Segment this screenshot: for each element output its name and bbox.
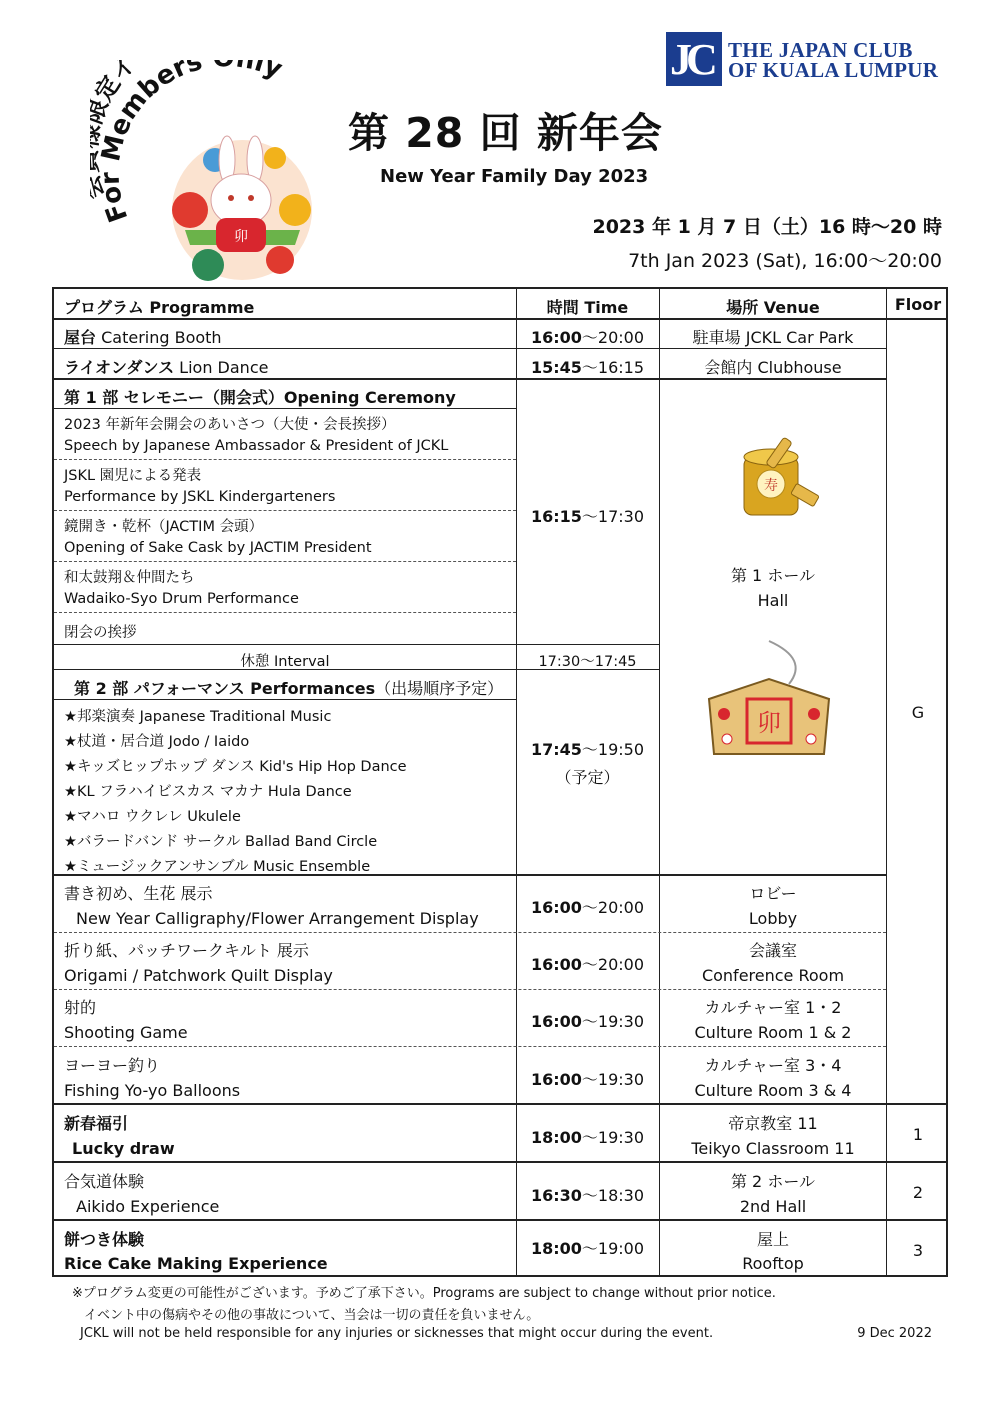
part2-item-3: ★キッズヒップホップ ダンス Kid's Hip Hop Dance — [64, 759, 407, 775]
part1-item-4-en: Wadaiko-Syo Drum Performance — [64, 591, 299, 607]
culture-room-12-jp: カルチャー室 1・2 — [704, 998, 842, 1017]
aikido-time: 16:30～18:30 — [530, 1186, 645, 1205]
members-only-badge — [90, 60, 330, 290]
lobby-venue-jp: ロビー — [749, 884, 797, 903]
logo-line-1: THE JAPAN CLUB — [728, 38, 913, 62]
calligraphy-time: 16:00～20:00 — [530, 898, 645, 917]
part2-item-4: ★KL フラハイビスカス マカナ Hula Dance — [64, 784, 352, 800]
teikyo-venue-jp: 帝京教室 11 — [728, 1114, 818, 1133]
conference-venue-jp: 会議室 — [748, 941, 797, 960]
lion-dance-row-label: ライオンダンス Lion Dance — [64, 358, 269, 377]
ema-plaque-icon — [699, 639, 839, 769]
part1-item-2-en: Performance by JSKL Kindergarteners — [64, 489, 336, 505]
part1-item-5-jp: 閉会の挨拶 — [64, 625, 137, 641]
calligraphy-row-jp: 書き初め、生花 展示 — [64, 884, 213, 903]
part2-item-7: ★ミュージックアンサンブル Music Ensemble — [64, 859, 371, 875]
rice-cake-row-en: Rice Cake Making Experience — [64, 1254, 328, 1273]
part2-item-2: ★杖道・居合道 Jodo / Iaido — [64, 734, 250, 750]
hall-venue-en: Hall — [757, 591, 789, 610]
yoyo-time: 16:00～19:30 — [530, 1070, 645, 1089]
part1-item-2-jp: JSKL 園児による発表 — [64, 468, 202, 484]
second-hall-venue-en: 2nd Hall — [739, 1197, 807, 1216]
note-liability-en: JCKL will not be held responsible for any injuries or sicknesses that might occur during the event. — [80, 1326, 714, 1341]
catering-row-label: 屋台 Catering Booth — [64, 328, 222, 347]
aikido-row-en: Aikido Experience — [76, 1197, 220, 1216]
lobby-venue-en: Lobby — [748, 909, 798, 928]
header-programme: プログラム Programme — [64, 298, 255, 317]
floor-3: 3 — [912, 1241, 924, 1260]
note-liability-jp: イベント中の傷病やその他の事故について、当会は一切の責任を負いません。 — [84, 1308, 540, 1323]
part1-item-3-jp: 鏡開き・乾杯（JACTIM 会頭） — [64, 519, 264, 535]
logo-mark-text: JC — [670, 35, 712, 84]
japan-club-logo — [666, 32, 956, 87]
floor-1: 1 — [912, 1125, 924, 1144]
lion-dance-time: 15:45～16:15 — [530, 358, 645, 377]
page-title-jp: 第 28 回 新年会 — [348, 109, 663, 157]
lucky-draw-row-en: Lucky draw — [72, 1139, 175, 1158]
bunny-tag-text: 卯 — [234, 229, 248, 245]
note-change-notice: ※プログラム変更の可能性がございます。予めご了承下さい。Programs are subject to change without prior notice. — [72, 1286, 776, 1301]
interval-label: 休憩 Interval — [240, 654, 330, 670]
lion-dance-venue: 会館内 Clubhouse — [704, 358, 842, 377]
yoyo-row-jp: ヨーヨー釣り — [64, 1056, 161, 1075]
interval-time: 17:30～17:45 — [538, 654, 637, 670]
floor-g: G — [911, 703, 925, 722]
part2-title: 第 2 部 パフォーマンス Performances（出場順序予定） — [74, 679, 504, 698]
jc-logo-mark — [666, 32, 722, 86]
new-year-rabbit-illustration — [90, 60, 330, 290]
teikyo-venue-en: Teikyo Classroom 11 — [691, 1139, 855, 1158]
badge-en-text: For Members ly — [95, 60, 287, 227]
part1-item-3-en: Opening of Sake Cask by JACTIM President — [64, 540, 372, 556]
calligraphy-row-en: New Year Calligraphy/Flower Arrangement Display — [76, 909, 479, 928]
origami-time: 16:00～20:00 — [530, 955, 645, 974]
part1-title: 第 1 部 セレモニー（開会式）Opening Ceremony — [64, 388, 456, 407]
aikido-row-jp: 合気道体験 — [64, 1172, 145, 1191]
shooting-row-en: Shooting Game — [64, 1023, 188, 1042]
event-date-jp: 2023 年 1 月 7 日（土）16 時～20 時 — [592, 216, 942, 238]
shooting-row-jp: 射的 — [64, 998, 97, 1017]
catering-time: 16:00～20:00 — [530, 328, 645, 347]
part1-item-1-en: Speech by Japanese Ambassador & President of JCKL — [64, 438, 449, 454]
svg-text:寿: 寿 — [764, 478, 778, 494]
page-title-en: New Year Family Day 2023 — [380, 166, 649, 187]
part1-time: 16:15～17:30 — [530, 507, 645, 526]
lucky-draw-row-jp: 新春福引 — [64, 1114, 129, 1133]
part1-item-4-jp: 和太鼓翔＆仲間たち — [64, 570, 195, 586]
second-hall-venue-jp: 第 2 ホール — [730, 1172, 816, 1191]
culture-room-34-jp: カルチャー室 3・4 — [704, 1056, 842, 1075]
origami-row-en: Origami / Patchwork Quilt Display — [64, 966, 333, 985]
lucky-draw-time: 18:00～19:30 — [530, 1128, 645, 1147]
catering-venue: 駐車場 JCKL Car Park — [692, 328, 854, 347]
svg-text:卯: 卯 — [757, 709, 781, 737]
floor-2: 2 — [912, 1183, 924, 1202]
rooftop-venue-en: Rooftop — [742, 1254, 804, 1273]
rice-cake-time: 18:00～19:00 — [530, 1239, 645, 1258]
yoyo-row-en: Fishing Yo-yo Balloons — [64, 1081, 241, 1100]
badge-jp-text: 定イ — [90, 60, 142, 106]
part2-item-5: ★マハロ ウクレレ Ukulele — [64, 809, 241, 825]
conference-venue-en: Conference Room — [701, 966, 845, 985]
part2-time: 17:45～19:50 — [530, 740, 645, 759]
logo-text — [728, 40, 938, 80]
culture-room-34-en: Culture Room 3 & 4 — [694, 1081, 852, 1100]
rooftop-venue-jp: 屋上 — [756, 1230, 789, 1249]
header-venue: 場所 Venue — [726, 298, 820, 317]
shooting-time: 16:00～19:30 — [530, 1012, 645, 1031]
programme-table — [52, 287, 948, 1277]
part2-time-note: （予定） — [555, 768, 620, 787]
origami-row-jp: 折り紙、パッチワークキルト 展示 — [64, 941, 309, 960]
event-date-en: 7th Jan 2023 (Sat), 16:00～20:00 — [628, 250, 942, 272]
logo-line-2: OF KUALA LUMPUR — [728, 58, 939, 82]
header-floor: Floor — [894, 295, 942, 314]
rice-cake-row-jp: 餅つき体験 — [64, 1230, 145, 1249]
hall-venue-jp: 第 1 ホール — [730, 566, 816, 585]
culture-room-12-en: Culture Room 1 & 2 — [694, 1023, 852, 1042]
part2-item-6: ★バラードバンド サークル Ballad Band Circle — [64, 834, 378, 850]
sake-cask-icon — [734, 429, 824, 524]
header-time: 時間 Time — [546, 298, 629, 317]
part1-item-1-jp: 2023 年新年会開会のあいさつ（大使・会長挨拶） — [64, 417, 396, 433]
part2-item-1: ★邦楽演奏 Japanese Traditional Music — [64, 709, 332, 725]
issue-date: 9 Dec 2022 — [857, 1326, 932, 1341]
